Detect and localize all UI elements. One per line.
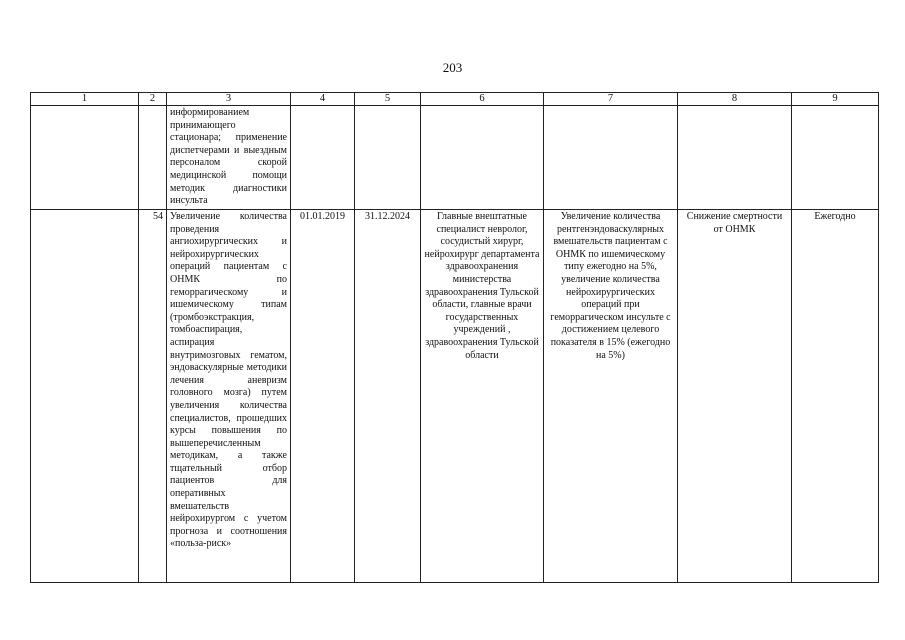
cell-empty xyxy=(421,106,544,210)
header-cell-5: 5 xyxy=(355,93,421,106)
measure-continuation-text: информированием принимающего стационара; применение диспетчерами и выездным персоналом скорой медицинской помощи методик диагностики инсульта xyxy=(167,106,291,210)
periodicity-text: Ежегодно xyxy=(792,210,879,583)
cell-empty xyxy=(31,106,139,210)
cell-empty xyxy=(291,106,355,210)
header-cell-7: 7 xyxy=(544,93,678,106)
table-row-54 xyxy=(31,210,879,583)
header-cell-9: 9 xyxy=(792,93,879,106)
cell-empty xyxy=(31,210,139,583)
cell-empty xyxy=(355,106,421,210)
header-cell-2: 2 xyxy=(139,93,167,106)
cell-empty xyxy=(678,106,792,210)
header-cell-8: 8 xyxy=(678,93,792,106)
measures-table xyxy=(30,92,879,583)
header-cell-1: 1 xyxy=(31,93,139,106)
header-cell-6: 6 xyxy=(421,93,544,106)
responsible-text: Главные внештатные специалист невролог, сосудистый хирург, нейрохирург департамента здравоохранения министерства здравоохранения Тульской области, главные врачи государственных учреждений , здравоохранения Тульской области xyxy=(421,210,544,583)
cell-empty xyxy=(139,106,167,210)
measure-text: Увеличение количества проведения ангиохирургических и нейрохирургических операций пациентам с ОНМК по геморрагическому и ишемическому типам (тромбоэкстракция, томбоаспирация, аспирация внутримозговых гематом, эндоваскулярные методики лечения аневризм головного мозга) путем увеличения количества специалистов, прошедших курсы повышения по вышеперечисленным методикам, а также тщательный отбор пациентов для оперативных вмешательств нейрохирургом с учетом прогноза и соотношения «польза-риск» xyxy=(167,210,291,583)
page-number: 203 xyxy=(442,60,463,75)
indicator-text: Снижение смертности от ОНМК xyxy=(678,210,792,583)
cell-empty xyxy=(792,106,879,210)
table-row-continuation xyxy=(31,106,879,210)
start-date: 01.01.2019 xyxy=(291,210,355,583)
header-cell-4: 4 xyxy=(291,93,355,106)
header-row xyxy=(31,93,879,106)
end-date: 31.12.2024 xyxy=(355,210,421,583)
result-text: Увеличение количества рентгенэндоваскулярных вмешательств пациентам с ОНМК по ишемическому типу ежегодно на 5%, увеличение количества нейрохирургических операций при геморрагическом инсульте с достижением целевого показателя в 15% (ежегодно на 5%) xyxy=(544,210,678,583)
cell-empty xyxy=(544,106,678,210)
row-number: 54 xyxy=(139,210,167,583)
header-cell-3: 3 xyxy=(167,93,291,106)
